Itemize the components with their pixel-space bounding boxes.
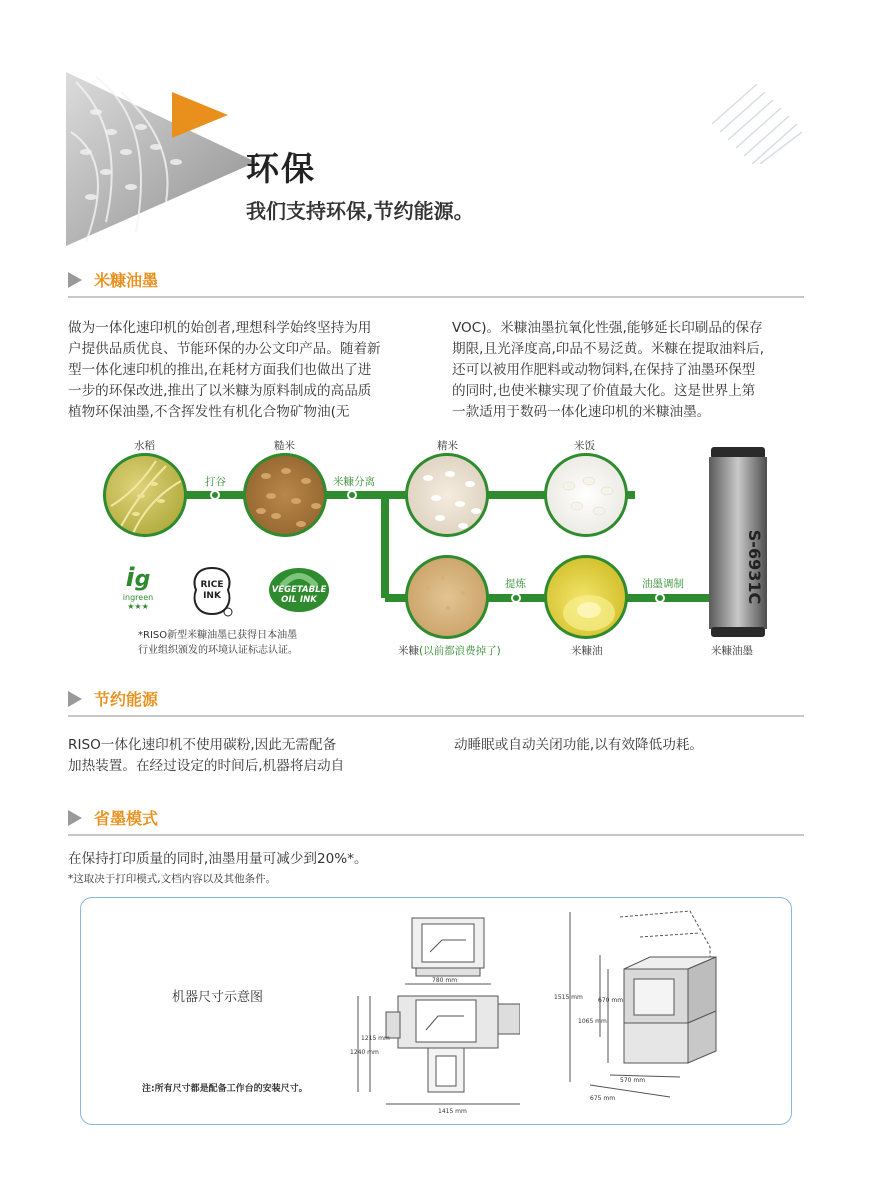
step-separation: 米糠分离 [333,476,375,488]
section-title: 省墨模式 [94,809,159,828]
ink-logo-text: INK [203,591,221,601]
section-heading-ink-saving [68,800,804,836]
step-threshing: 打谷 [205,476,226,488]
machine-perspective-drawing [550,907,730,1112]
section-heading-energy [68,681,804,717]
text-line: 的同时,也使米糠实现了价值最大化。这是世界上第 [452,383,756,399]
cartridge-text: S-6931C [745,529,764,605]
dim-base-width: 675 mm [590,1095,616,1102]
label-white-rice: 精米 [437,440,458,452]
section-arrow-icon [68,810,82,826]
section-title: 米糠油墨 [94,271,159,290]
section-arrow-icon [68,691,82,707]
text-line: 加热装置。在经过设定的时间后,机器将启动自 [68,758,345,774]
section-heading-rice-ink [68,262,804,298]
dim-top-width: 780 mm [432,977,458,984]
text-line: 植物环保油墨,不含挥发性有机化合物矿物油(无 [68,404,350,420]
dimensions-title: 机器尺寸示意图 [172,990,264,1005]
certification-note [138,628,298,658]
label-rice-bran [398,643,501,658]
dim-height-total: 1515 mm [554,994,583,1001]
label-rice-oil: 米糠油 [571,645,603,657]
page-subtitle: 我们支持环保,节约能源。 [246,199,474,223]
text-line: RISO一体化速印机不使用碳粉,因此无需配备 [68,737,337,753]
rice-logo-text: RICE [200,580,224,590]
machine-top-view-drawing [350,912,520,1117]
page-title: 环保 [246,149,316,188]
dimensions-note: 注:所有尺寸都是配备工作台的安装尺寸。 [142,1084,308,1094]
ink-saving-footnote: *这取决于打印模式,文档内容以及其他条件。 [68,873,277,885]
ingreen-text: ingreen [122,593,154,602]
rice-ink-text-col2 [452,318,808,423]
text-line: 期限,且光泽度高,印品不易泛黄。米糠在提取油料后, [452,341,765,357]
step-blending: 油墨调制 [642,578,684,590]
rice-plant-image [103,453,187,537]
step-dot [347,490,357,500]
vegetable-oil-ink-logo [262,566,336,614]
rice-ink-logo [188,566,236,618]
rice-oil-image [544,555,628,639]
decorative-lines [712,84,802,164]
text-line: 一步的环保改进,推出了以米糠为原料制成的高品质 [68,383,372,399]
cooked-rice-image [544,453,628,537]
rice-ink-text-col1 [68,318,424,423]
label-rice-plant: 水稻 [134,440,155,452]
rice-bran-image [405,555,489,639]
text-line: 还可以被用作肥料或动物饲料,在保持了油墨环保型 [452,362,756,378]
brown-rice-image [243,453,327,537]
label-brown-rice: 糙米 [274,440,295,452]
text-line: 动睡眠或自动关闭功能,以有效降低功耗。 [454,737,704,753]
white-rice-image [405,453,489,537]
section-arrow-icon [68,272,82,288]
oil-ink-logo-text: OIL INK [281,595,317,605]
section-title: 节约能源 [94,690,159,709]
dim-height-body: 1065 mm [578,1018,607,1025]
ingreen-logo: ig ingreen ★★★ [118,565,158,613]
dim-height-upper: 670 mm [598,997,624,1004]
ingreen-stars: ★★★ [127,602,149,611]
ink-cartridge-image [709,447,767,637]
dim-base-depth: 570 mm [620,1077,646,1084]
text-line: 型一体化速印机的推出,在耗材方面我们也做出了进 [68,362,372,378]
dim-depth2: 1240 mm [350,1049,379,1056]
step-extraction: 提炼 [505,578,526,590]
dim-depth1: 1215 mm [361,1035,390,1042]
text-line: 一款适用于数码一体化速印机的米糠油墨。 [452,404,711,420]
label-cooked-rice: 米饭 [574,440,595,452]
text-line: *RISO新型米糠油墨已获得日本油墨 [138,630,298,641]
rice-bran-note: (以前都浪费掉了) [419,645,501,657]
rice-bran-text: 米糠 [398,645,419,657]
dim-total-width: 1415 mm [438,1108,467,1115]
ink-saving-text: 在保持打印质量的同时,油墨用量可减少到20%*。 [68,851,368,867]
label-rice-ink: 米糠油墨 [711,645,753,657]
veg-logo-text: VEGETABLE [271,585,327,595]
step-dot [655,593,665,603]
energy-text-col1 [68,735,424,777]
text-line: 户提供品质优良、节能环保的办公文印产品。随着新 [68,341,381,357]
orange-triangle-icon [172,92,228,138]
energy-text-col2 [454,735,810,756]
text-line: VOC)。米糠油墨抗氧化性强,能够延长印刷品的保存 [452,320,763,336]
text-line: 行业组织颁发的环境认证标志认证。 [138,645,298,656]
step-dot [210,490,220,500]
step-dot [511,593,521,603]
text-line: 做为一体化速印机的始创者,理想科学始终坚持为用 [68,320,372,336]
